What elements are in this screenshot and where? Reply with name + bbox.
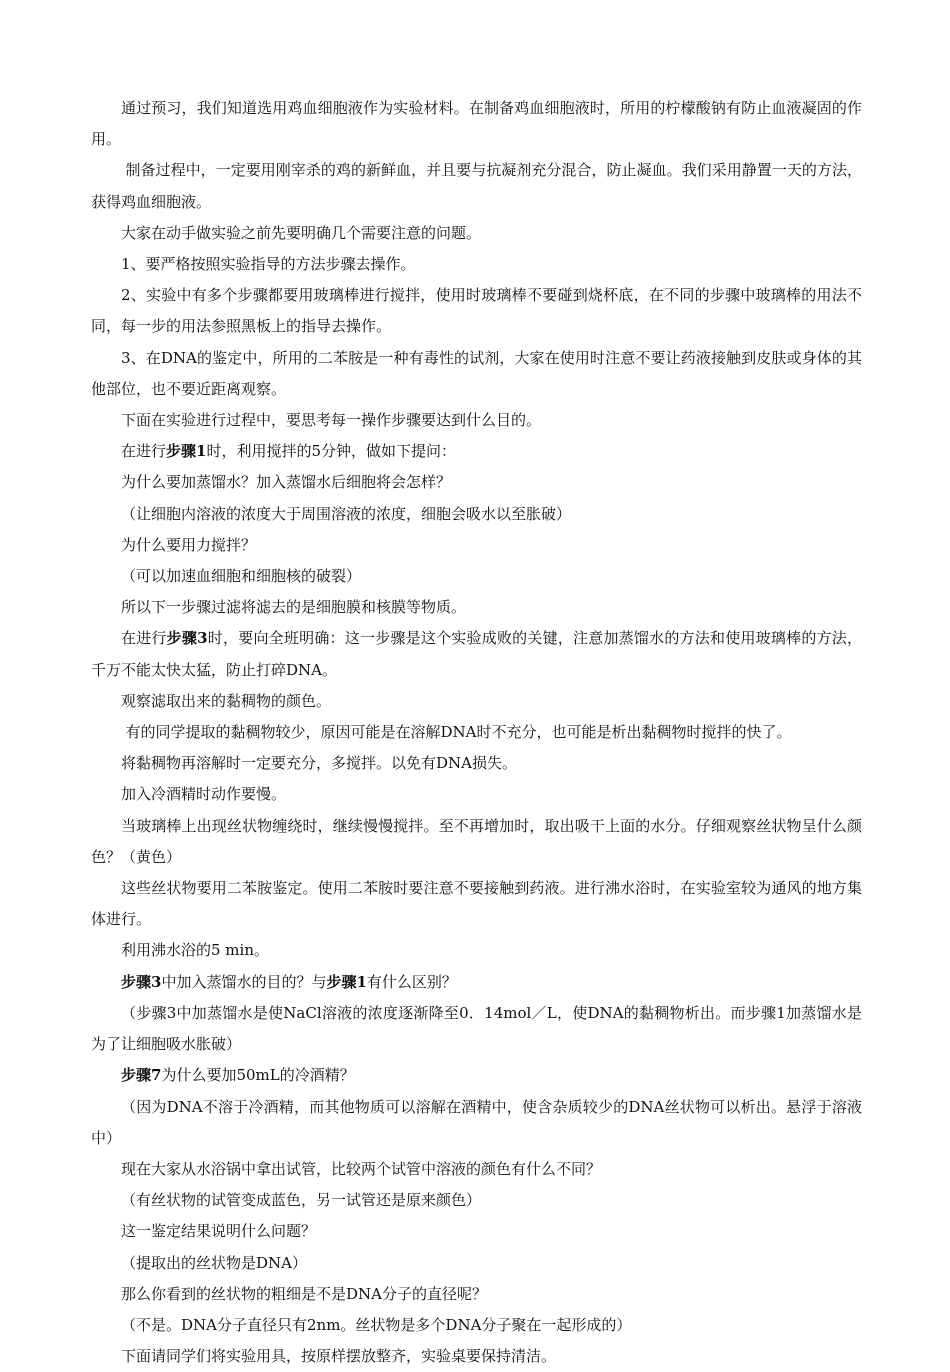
text-run: 这一鉴定结果说明什么问题？ [121, 1222, 317, 1241]
paragraph [91, 623, 862, 685]
text-run: 有的同学提取的黏稠物较少，原因可能是在溶解DNA时不充分，也可能是析出黏稠物时搅拌的快了。 [125, 723, 792, 742]
text-run: 现在大家从水浴锅中拿出试管，比较两个试管中溶液的颜色有什么不同？ [121, 1159, 602, 1178]
paragraph [91, 155, 862, 217]
paragraph [91, 467, 862, 498]
text-run: 加入冷酒精时动作要慢。 [121, 785, 287, 804]
paragraph [91, 998, 862, 1060]
text-run: 在进行 [121, 442, 167, 461]
text-run: 观察滤取出来的黏稠物的颜色。 [121, 691, 332, 710]
paragraph [91, 1216, 862, 1247]
paragraph [91, 1154, 862, 1185]
paragraph [91, 499, 862, 530]
paragraph [91, 1185, 862, 1216]
paragraph [91, 686, 862, 717]
text-run: 在进行 [121, 629, 167, 648]
paragraph [91, 1092, 862, 1154]
text-run: 1、要严格按照实验指导的方法步骤去操作。 [121, 255, 416, 274]
text-run: 当玻璃棒上出现丝状物缠绕时，继续慢慢搅拌。至不再增加时，取出吸干上面的水分。仔细观察丝状物呈什么颜色？（黄色） [91, 816, 862, 866]
text-run: 3、在DNA的鉴定中，所用的二苯胺是一种有毒性的试剂，大家在使用时注意不要让药液接触到皮肤或身体的其他部位，也不要近距离观察。 [91, 348, 862, 398]
bold-text-run: 步骤3 [166, 629, 208, 648]
text-run: （可以加速血细胞和细胞核的破裂） [121, 567, 362, 586]
text-run: 下面在实验进行过程中，要思考每一操作步骤要达到什么目的。 [121, 411, 542, 430]
paragraph [91, 93, 862, 155]
paragraph [91, 249, 862, 280]
text-run: 所以下一步骤过滤将滤去的是细胞膜和核膜等物质。 [121, 598, 467, 617]
text-run: 中加入蒸馏水的目的？与 [161, 972, 327, 991]
paragraph [91, 218, 862, 249]
paragraph [91, 343, 862, 405]
text-run: 为什么要用力搅拌？ [121, 535, 257, 554]
paragraph [91, 1248, 862, 1279]
text-run: 时，利用搅拌的5分钟，做如下提问： [206, 442, 456, 461]
paragraph [91, 530, 862, 561]
paragraph [91, 405, 862, 436]
paragraph [91, 436, 862, 467]
paragraph [91, 1310, 862, 1341]
bold-text-run: 步骤7 [121, 1066, 162, 1085]
text-run: 将黏稠物再溶解时一定要充分，多搅拌。以免有DNA损失。 [121, 754, 517, 773]
paragraph [91, 935, 862, 966]
paragraph [91, 811, 862, 873]
text-run: 为什么要加蒸馏水？加入蒸馏水后细胞将会怎样？ [121, 473, 452, 492]
text-run: （让细胞内溶液的浓度大于周围溶液的浓度，细胞会吸水以至胀破） [121, 504, 572, 523]
paragraph [91, 779, 862, 810]
bold-text-run: 步骤1 [326, 972, 367, 991]
text-run: 利用沸水浴的5 min。 [121, 941, 269, 960]
bold-text-run: 步骤3 [121, 972, 162, 991]
text-run: 大家在动手做实验之前先要明确几个需要注意的问题。 [121, 223, 482, 242]
paragraph [91, 748, 862, 779]
text-run: 通过预习，我们知道选用鸡血细胞液作为实验材料。在制备鸡血细胞液时，所用的柠檬酸钠有防止血液凝固的作用。 [91, 99, 862, 149]
paragraph [91, 967, 862, 998]
text-run: （步骤3中加蒸馏水是使NaCl溶液的浓度逐渐降至0．14mol／L，使DNA的黏稠物析出。而步骤1加蒸馏水是为了让细胞吸水胀破） [91, 1003, 862, 1054]
text-run: 这些丝状物要用二苯胺鉴定。使用二苯胺时要注意不要接触到药液。进行沸水浴时，在实验室较为通风的地方集体进行。 [91, 879, 862, 929]
paragraph [91, 1060, 862, 1091]
paragraph [91, 873, 862, 935]
paragraph [91, 592, 862, 623]
paragraph [91, 280, 862, 342]
text-run: 有什么区别？ [366, 972, 457, 991]
paragraph [91, 1341, 862, 1372]
paragraph [91, 1279, 862, 1310]
text-run: （有丝状物的试管变成蓝色，另一试管还是原来颜色） [121, 1191, 482, 1210]
text-run: 时，要向全班明确：这一步骤是这个实验成败的关键，注意加蒸馏水的方法和使用玻璃棒的方法，千万不能太快太猛，防止打碎DNA。 [91, 629, 863, 679]
bold-text-run: 步骤1 [166, 442, 207, 461]
text-run: 那么你看到的丝状物的粗细是不是DNA分子的直径呢？ [121, 1284, 487, 1303]
text-run: 2、实验中有多个步骤都要用玻璃棒进行搅拌，使用时玻璃棒不要碰到烧杯底，在不同的步骤中玻璃棒的用法不同，每一步的用法参照黑板上的指导去操作。 [91, 286, 862, 336]
text-run: 制备过程中，一定要用刚宰杀的鸡的新鲜血，并且要与抗凝剂充分混合，防止凝血。我们采用静置一天的方法，获得鸡血细胞液。 [91, 161, 862, 211]
text-run: （提取出的丝状物是DNA） [121, 1253, 307, 1272]
text-run: 为什么要加50mL的冷酒精？ [161, 1066, 355, 1085]
paragraph [91, 561, 862, 592]
paragraph [91, 717, 862, 748]
text-run: （因为DNA不溶于冷酒精，而其他物质可以溶解在酒精中，使含杂质较少的DNA丝状物可以析出。悬浮于溶液中） [91, 1097, 862, 1147]
text-run: 下面请同学们将实验用具，按原样摆放整齐，实验桌要保持清洁。 [121, 1347, 557, 1366]
text-run: （不是。DNA分子直径只有2nm。丝状物是多个DNA分子聚在一起形成的） [121, 1315, 632, 1334]
